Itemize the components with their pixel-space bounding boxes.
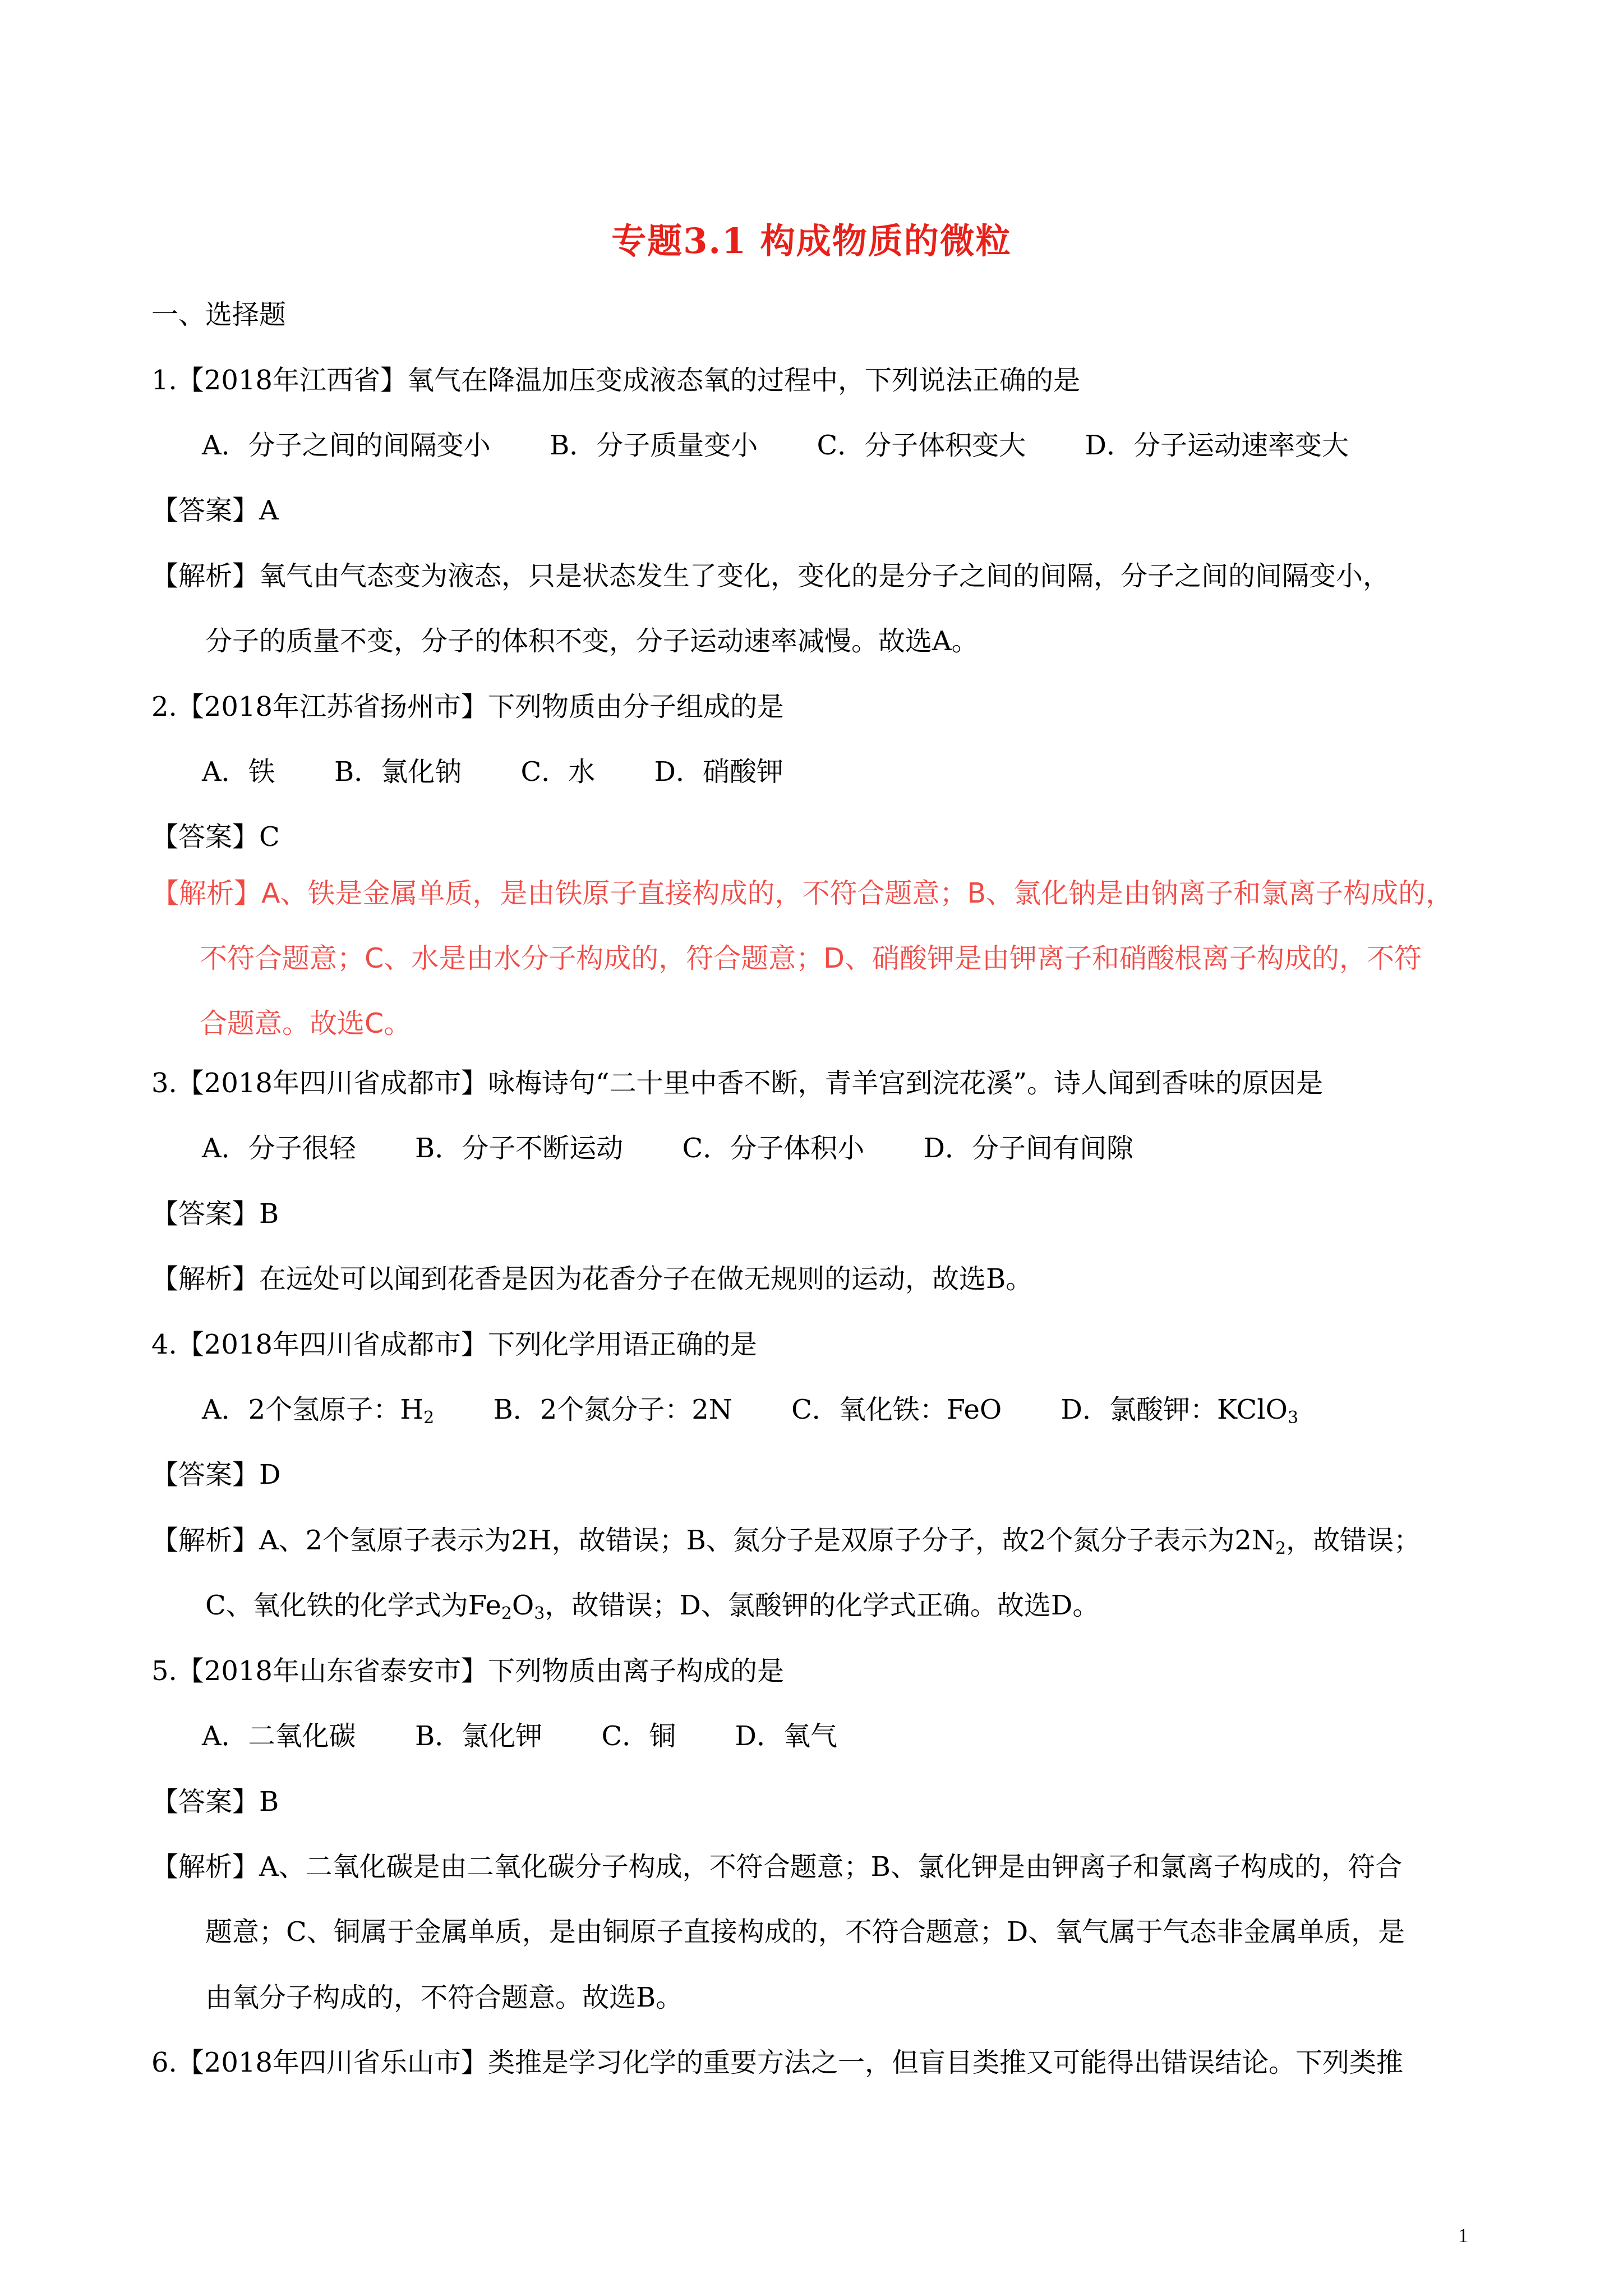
question-3-answer: 【答案】B — [151, 1198, 279, 1230]
question-3-choices — [202, 1135, 1133, 1162]
choice-a: A．铁 — [202, 756, 275, 788]
question-4-answer: 【答案】D — [151, 1459, 281, 1490]
choice-b: B．分子质量变小 — [549, 430, 758, 461]
choice-d — [1061, 1394, 1299, 1428]
question-4-analysis-line-2 — [205, 1590, 1100, 1623]
analysis-text: 【解析】A、2个氢原子表示为2H，故错误；B、氮分子是双原子分子，故2个氮分子表示为2N — [151, 1525, 1275, 1556]
question-2-analysis-line-1: 【解析】A、铁是金属单质，是由铁原子直接构成的，不符合题意；B、氯化钠是由钠离子和氯离子构成的， — [151, 877, 1454, 909]
choice-d: D．分子间有间隙 — [923, 1133, 1133, 1164]
choice-a: A．二氧化碳 — [202, 1720, 356, 1752]
choice-b: B．2个氮分子：2N — [493, 1394, 732, 1425]
question-4-choices — [202, 1394, 1299, 1428]
choice-c: C．分子体积小 — [682, 1133, 865, 1164]
choice-a-text: A．2个氢原子：H — [202, 1394, 424, 1425]
question-6-stem: 6.【2018年四川省乐山市】类推是学习化学的重要方法之一，但盲目类推又可能得出错误结论。下列类推 — [151, 2047, 1403, 2078]
page-number: 1 — [1458, 2224, 1468, 2247]
choice-d-text: D．氯酸钾：KClO — [1061, 1394, 1288, 1425]
choice-b: B．氯化钾 — [414, 1720, 543, 1752]
question-2-analysis-line-2: 不符合题意；C、水是由水分子构成的，符合题意；D、硝酸钾是由钾离子和硝酸根离子构成的，不符 — [200, 942, 1422, 974]
question-1-analysis-line-1: 【解析】氧气由气态变为液态，只是状态发生了变化，变化的是分子之间的间隔，分子之间的间隔变小， — [151, 560, 1390, 592]
choice-c: C．铜 — [601, 1720, 676, 1752]
analysis-text: C、氧化铁的化学式为Fe — [205, 1590, 501, 1621]
choice-c: C．分子体积变大 — [817, 430, 1026, 461]
question-2-choices — [202, 756, 783, 788]
question-3-stem: 3.【2018年四川省成都市】咏梅诗句“二十里中香不断，青羊宫到浣花溪”。诗人闻到香味的原因是 — [151, 1068, 1324, 1099]
section-heading: 一、选择题 — [151, 299, 287, 330]
choice-c: C．水 — [520, 756, 596, 788]
question-4-stem: 4.【2018年四川省成都市】下列化学用语正确的是 — [151, 1329, 757, 1360]
question-1-analysis-line-2: 分子的质量不变，分子的体积不变，分子运动速率减慢。故选A。 — [205, 625, 979, 657]
choice-c: C．氧化铁：FeO — [791, 1394, 1002, 1425]
question-2-stem: 2.【2018年江苏省扬州市】下列物质由分子组成的是 — [151, 691, 784, 723]
choice-d: D．分子运动速率变大 — [1085, 430, 1349, 461]
question-5-stem: 5.【2018年山东省泰安市】下列物质由离子构成的是 — [151, 1655, 784, 1687]
question-4-analysis-line-1 — [151, 1525, 1421, 1558]
choice-a: A．分子之间的间隔变小 — [202, 430, 491, 461]
choice-a — [202, 1394, 435, 1428]
analysis-subscript: 2 — [1275, 1539, 1287, 1558]
question-2-answer: 【答案】C — [151, 821, 280, 853]
question-1-choices — [202, 432, 1349, 459]
question-5-answer: 【答案】B — [151, 1786, 279, 1818]
analysis-text-tail: ，故错误； — [1286, 1525, 1421, 1556]
analysis-subscript: 2 — [501, 1604, 512, 1623]
choice-b: B．分子不断运动 — [414, 1133, 624, 1164]
choice-d: D．硝酸钾 — [654, 756, 783, 788]
question-5-analysis-line-3: 由氧分子构成的，不符合题意。故选B。 — [205, 1982, 683, 2013]
choice-d-subscript: 3 — [1288, 1408, 1299, 1428]
question-5-analysis-line-2: 题意；C、铜属于金属单质，是由铜原子直接构成的，不符合题意；D、氧气属于气态非金属单质，是 — [205, 1916, 1405, 1948]
question-5-choices — [202, 1720, 837, 1752]
question-5-analysis-line-1: 【解析】A、二氧化碳是由二氧化碳分子构成，不符合题意；B、氯化钾是由钾离子和氯离子构成的，符合 — [151, 1851, 1402, 1883]
question-1-stem: 1.【2018年江西省】氧气在降温加压变成液态氧的过程中，下列说法正确的是 — [151, 365, 1080, 396]
analysis-text-tail: ，故错误；D、氯酸钾的化学式正确。故选D。 — [545, 1590, 1100, 1621]
page-title: 专题3.1 构成物质的微粒 — [611, 220, 1012, 261]
choice-d: D．氧气 — [735, 1720, 837, 1752]
choice-a: A．分子很轻 — [202, 1133, 356, 1164]
question-1-answer: 【答案】A — [151, 495, 279, 526]
choice-b: B．氯化钠 — [334, 756, 462, 788]
question-2-analysis-line-3: 合题意。故选C。 — [200, 1007, 412, 1039]
analysis-text-mid: O — [511, 1590, 534, 1621]
analysis-subscript: 3 — [534, 1604, 545, 1623]
choice-a-subscript: 2 — [423, 1408, 435, 1428]
question-3-analysis-line-1: 【解析】在远处可以闻到花香是因为花香分子在做无规则的运动，故选B。 — [151, 1263, 1033, 1295]
